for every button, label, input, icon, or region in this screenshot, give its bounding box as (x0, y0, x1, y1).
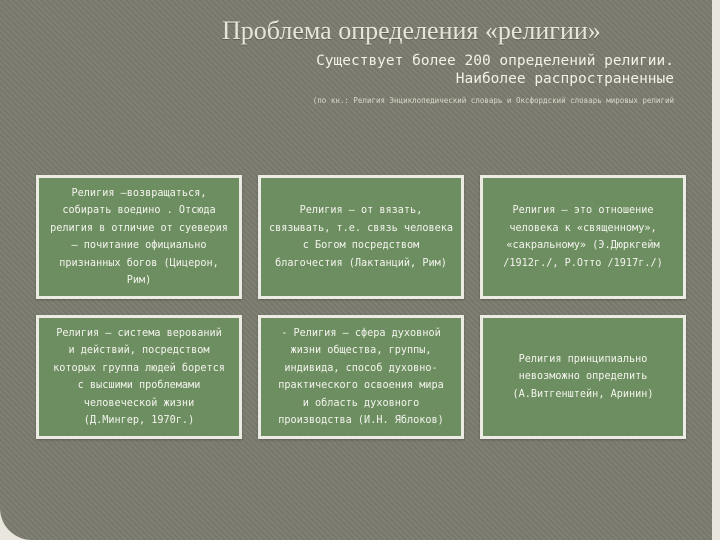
subtitle-line-1: Существует более 200 определений религии. (316, 53, 674, 69)
definition-card-durkheim (480, 175, 686, 299)
definition-card-wittgenstein (480, 315, 686, 439)
definition-text: - Религия – сфера духовной жизни общества, группы, индивида, способ духовно- практического освоения мира и область духовного производства (И.Н. Яблоков) (278, 327, 444, 426)
definition-card-cicero (36, 175, 242, 299)
slide-subtitle (316, 52, 674, 88)
source-note: (по кн.: Религия Энциклопедический словарь и Оксфордский словарь мировых религий (312, 96, 674, 105)
definition-text: Религия принципиально невозможно определить (А.Витгенштейн, Аринин) (512, 353, 654, 400)
definition-text: Религия – это отношение человека к «священному», «сакральному» (Э.Дюркгейм /1912г./, Р.Отто /1917г./) (503, 205, 663, 269)
definition-text: Религия – от вязать, связывать, т.е. связь человека с Богом посредством благочестия (Лактанций, Рим) (269, 205, 454, 269)
subtitle-line-2: Наиболее распространенные (455, 71, 674, 87)
definition-text: Религия –возвращаться, собирать воедино . Отсюда религия в отличие от суеверия – почитание официально признанных богов (Цицерон, Рим) (50, 187, 228, 286)
definition-card-yablokov (258, 315, 464, 439)
definition-card-yinger (36, 315, 242, 439)
definition-card-lactantius (258, 175, 464, 299)
slide-title: Проблема определения «религии» (222, 16, 601, 45)
definition-text: Религия – система верований и действий, посредством которых группа людей борется с высшими проблемами человеческой жизни (Д.Мингер, 1970г.) (53, 327, 225, 426)
